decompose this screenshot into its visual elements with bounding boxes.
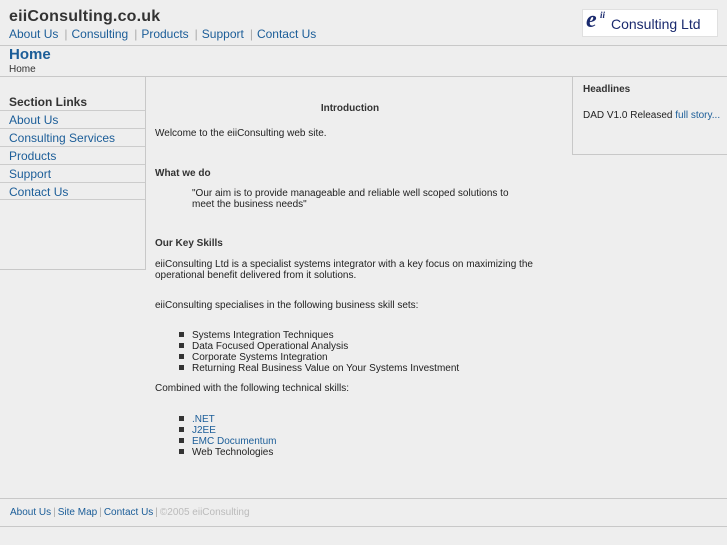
list-item: Returning Real Business Value on Your Systems Investment [179, 363, 459, 374]
list-item [179, 436, 276, 447]
sidebar [0, 77, 146, 270]
list-item [179, 447, 276, 458]
bullet-icon [179, 354, 184, 359]
sidebar-item-about-us[interactable]: About Us [0, 110, 145, 128]
site-footer [0, 498, 727, 527]
headlines-title: Headlines [583, 84, 631, 95]
top-nav-contact-us[interactable]: Contact Us [256, 27, 317, 41]
technical-skills-list [179, 414, 276, 458]
list-item: Systems Integration Techniques [179, 330, 459, 341]
nav-separator: | [249, 27, 253, 41]
logo-sup: ii [600, 10, 606, 20]
top-nav-about-us[interactable]: About Us [9, 27, 59, 41]
mission-quote: "Our aim is to provide manageable and reliable well scoped solutions to meet the business needs" [192, 188, 509, 210]
list-item [179, 425, 276, 436]
tech-link-dotnet[interactable]: .NET [192, 414, 215, 425]
nav-separator: | [134, 27, 138, 41]
logo-text: Consulting Ltd [611, 16, 701, 32]
nav-separator: | [194, 27, 198, 41]
bullet-icon [179, 438, 184, 443]
sidebar-item-consulting-services[interactable]: Consulting Services [0, 128, 145, 146]
headlines-panel [572, 77, 727, 155]
headline-item [583, 110, 720, 121]
full-story-link[interactable]: full story... [675, 110, 721, 121]
footer-link-about-us[interactable]: About Us [10, 507, 52, 518]
intro-heading: Introduction [320, 103, 380, 114]
business-skills-intro: eiiConsulting specialises in the following business skill sets: [155, 300, 419, 311]
breadcrumb: Home [9, 64, 36, 75]
list-item: Corporate Systems Integration [179, 352, 459, 363]
top-nav-support[interactable]: Support [201, 27, 244, 41]
list-item: Data Focused Operational Analysis [179, 341, 459, 352]
top-nav [9, 27, 316, 41]
bullet-icon [179, 416, 184, 421]
tech-link-j2ee[interactable]: J2EE [192, 425, 216, 436]
site-title: eiiConsulting.co.uk [9, 8, 161, 25]
sidebar-item-products[interactable]: Products [0, 146, 145, 164]
tech-link-emc-documentum[interactable]: EMC Documentum [192, 436, 277, 447]
list-item [179, 414, 276, 425]
welcome-text: Welcome to the eiiConsulting web site. [155, 128, 327, 139]
sidebar-item-support[interactable]: Support [0, 164, 145, 182]
bullet-icon [179, 427, 184, 432]
footer-separator: | [53, 507, 56, 518]
page-title: Home [9, 46, 51, 63]
footer-link-contact-us[interactable]: Contact Us [103, 507, 154, 518]
logo-mark: e [586, 7, 597, 33]
business-skills-list [179, 330, 459, 374]
nav-separator: | [64, 27, 68, 41]
footer-link-site-map[interactable]: Site Map [57, 507, 98, 518]
headline-text: DAD V1.0 Released [583, 110, 673, 121]
footer-separator: | [99, 507, 102, 518]
footer-links [10, 507, 250, 518]
sidebar-list [0, 110, 145, 200]
key-skills-heading: Our Key Skills [155, 238, 223, 249]
technical-skills-intro: Combined with the following technical skills: [155, 383, 349, 394]
bullet-icon [179, 365, 184, 370]
bullet-icon [179, 343, 184, 348]
top-nav-products[interactable]: Products [141, 27, 189, 41]
sidebar-heading: Section Links [9, 95, 88, 109]
site-header [0, 0, 727, 46]
what-we-do-heading: What we do [155, 168, 211, 179]
copyright-text: ©2005 eiiConsulting [159, 507, 250, 518]
bullet-icon [179, 332, 184, 337]
page-title-bar [0, 46, 727, 77]
tech-item-web-technologies: Web Technologies [192, 447, 274, 458]
top-nav-consulting[interactable]: Consulting [71, 27, 129, 41]
sidebar-item-contact-us[interactable]: Contact Us [0, 182, 145, 200]
bullet-icon [179, 449, 184, 454]
company-logo [582, 9, 718, 37]
footer-separator: | [155, 507, 158, 518]
key-skills-text: eiiConsulting Ltd is a specialist systems integrator with a key focus on maximizing the operational benefit delivered from it solutions. [155, 259, 533, 281]
